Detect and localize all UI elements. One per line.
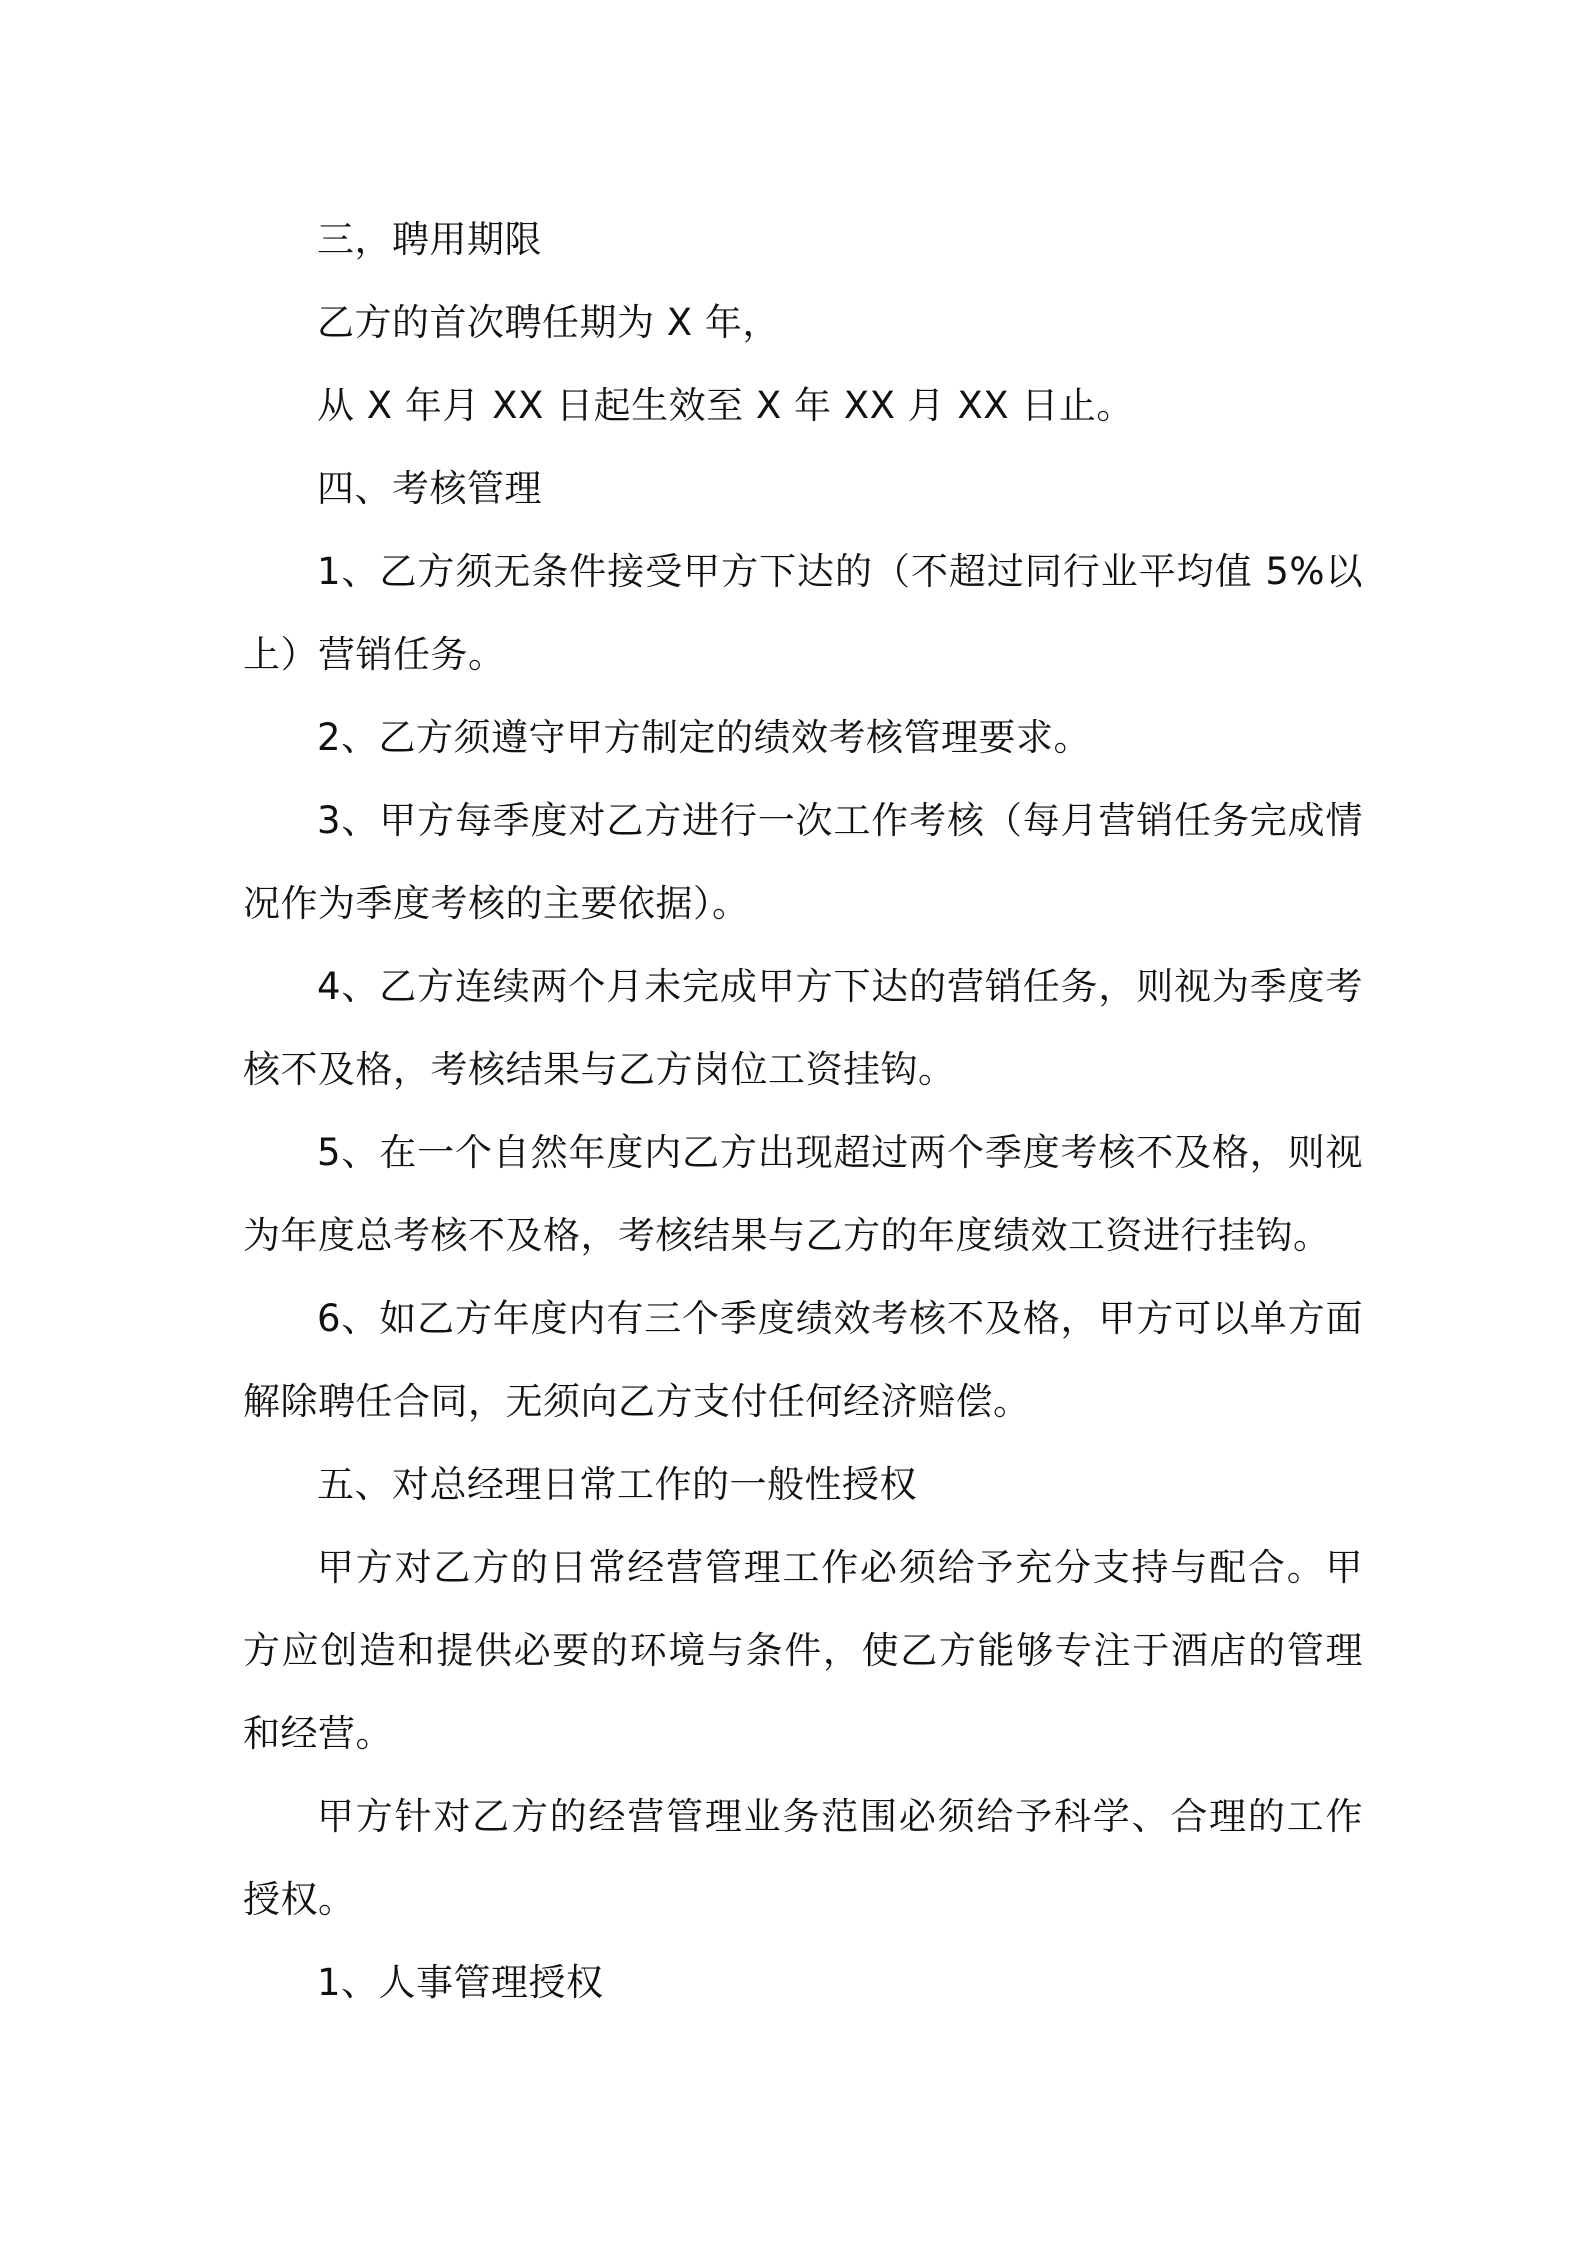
paragraph-term-length: 乙方的首次聘任期为 X 年，: [317, 301, 780, 344]
paragraph-term-dates: 从 X 年月 XX 日起生效至 X 年 XX 月 XX 日止。: [317, 384, 1134, 427]
section-heading-assessment: 四、考核管理: [317, 467, 542, 510]
list-item-assessment-6: 6、如乙方年度内有三个季度绩效考核不及格，甲方可以单方面解除聘任合同，无须向乙方支付任何经济赔偿。: [243, 1297, 1363, 1423]
list-item-assessment-5: 5、在一个自然年度内乙方出现超过两个季度考核不及格，则视为年度总考核不及格，考核结果与乙方的年度绩效工资进行挂钩。: [243, 1131, 1363, 1257]
list-item-assessment-4: 4、乙方连续两个月未完成甲方下达的营销任务，则视为季度考核不及格，考核结果与乙方岗位工资挂钩。: [243, 965, 1363, 1091]
paragraph-support: 甲方对乙方的日常经营管理工作必须给予充分支持与配合。甲方应创造和提供必要的环境与条件，使乙方能够专注于酒店的管理和经营。: [243, 1546, 1363, 1755]
subheading-personnel-authorization: 1、人事管理授权: [317, 1961, 604, 2004]
section-heading-term: 三，聘用期限: [317, 218, 542, 261]
section-heading-authorization: 五、对总经理日常工作的一般性授权: [317, 1463, 917, 1506]
list-item-assessment-2: 2、乙方须遵守甲方制定的绩效考核管理要求。: [317, 716, 1092, 759]
list-item-assessment-3: 3、甲方每季度对乙方进行一次工作考核（每月营销任务完成情况作为季度考核的主要依据）。: [243, 799, 1363, 925]
document-body: [243, 198, 1363, 2024]
paragraph-authorization: 甲方针对乙方的经营管理业务范围必须给予科学、合理的工作授权。: [243, 1795, 1363, 1921]
list-item-assessment-1: 1、乙方须无条件接受甲方下达的（不超过同行业平均值 5%以上）营销任务。: [243, 550, 1363, 676]
